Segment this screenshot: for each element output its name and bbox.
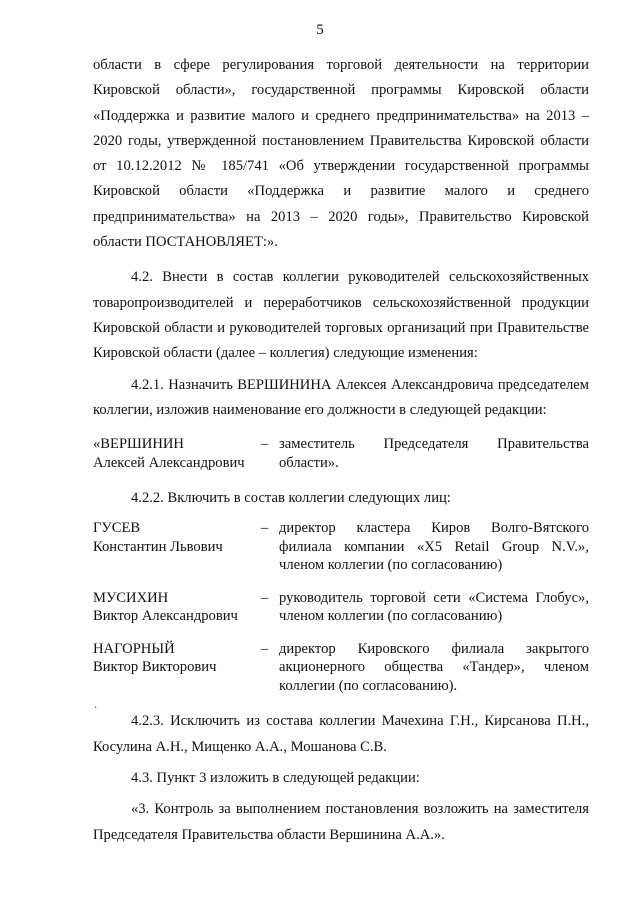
entry-surname: НАГОРНЫЙ	[93, 640, 175, 657]
entry-given-name: Виктор Александрович	[93, 608, 238, 625]
entry-names	[93, 519, 261, 556]
entry-vershinin	[93, 435, 589, 472]
entry-description-line-1: заместитель Председателя Правительства	[279, 436, 589, 453]
entry-description	[279, 435, 589, 472]
paragraph-4-2-3: 4.2.3. Исключить из состава коллегии Мачехина Г.Н., Кирсанова П.Н., Косулина А.Н., Мищенко А.А., Мошанова С.В.	[93, 713, 589, 755]
entry-names	[93, 435, 261, 472]
entry-given-name: Виктор Викторович	[93, 659, 217, 676]
entry-surname: ГУСЕВ	[93, 520, 141, 537]
paragraph-4-3: 4.3. Пункт 3 изложить в следующей редакции:	[131, 770, 420, 787]
paragraph-4-2: 4.2. Внести в состав коллегии руководителей сельскохозяйственных товаропроизводителей и переработчиков сельскохозяйственной продукции Кировской области и руководителей торговых организаций при Правительстве Кировской области (далее – коллегия) следующие изменения:	[93, 269, 589, 362]
entry-dash: –	[261, 436, 269, 453]
entry-dash: –	[261, 640, 269, 657]
entry-names	[93, 589, 261, 626]
paragraph-continuation: области в сфере регулирования торговой деятельности на территории Кировской области», государственной программы Кировской области «Поддержка и развитие малого и среднего предпринимательства» на 2013 – 2020 годы, утвержденной постановлением Правительства Кировской области от 10.12.2012 № 185/741 «Об утверждении государственной программы Кировской области «Поддержка и развитие малого и среднего предпринимательства» на 2013 – 2020 годы», Правительство Кировской области ПОСТАНОВЛЯЕТ:».	[93, 57, 589, 251]
entry-names	[93, 640, 261, 677]
entry-description: директор Кировского филиала закрытого акционерного общества «Тандер», членом коллегии (по согласованию).	[279, 640, 589, 694]
margin-mark: ·	[94, 703, 98, 714]
page-number: 5	[316, 22, 324, 38]
document-body	[93, 53, 589, 854]
entry-description: руководитель торговой сети «Система Глобус», членом коллегии (по согласованию)	[279, 589, 589, 625]
entry-description-line-2: области».	[279, 454, 339, 471]
entry-musikhin	[93, 589, 589, 626]
entry-dash: –	[261, 520, 269, 537]
entry-description: директор кластера Киров Волго-Вятского филиала компании «X5 Retail Group N.V.», членом коллегии (по согласованию)	[279, 520, 589, 574]
entry-gusev	[93, 519, 589, 575]
paragraph-4-2-2: 4.2.2. Включить в состав коллегии следующих лиц:	[131, 490, 451, 507]
entry-dash: –	[261, 589, 269, 606]
entry-given-name: Константин Львович	[93, 538, 223, 555]
paragraph-4-2-1: 4.2.1. Назначить ВЕРШИНИНА Алексея Александровича председателем коллегии, изложив наименование его должности в следующей редакции:	[93, 376, 589, 418]
entry-given-name: Алексей Александрович	[93, 454, 245, 471]
entry-surname: «ВЕРШИНИН	[93, 436, 184, 453]
entry-surname: МУСИХИН	[93, 589, 169, 606]
entry-nagorny	[93, 640, 589, 696]
paragraph-quote-3: «3. Контроль за выполнением постановления возложить на заместителя Председателя Правительства области Вершинина А.А.».	[93, 801, 589, 843]
